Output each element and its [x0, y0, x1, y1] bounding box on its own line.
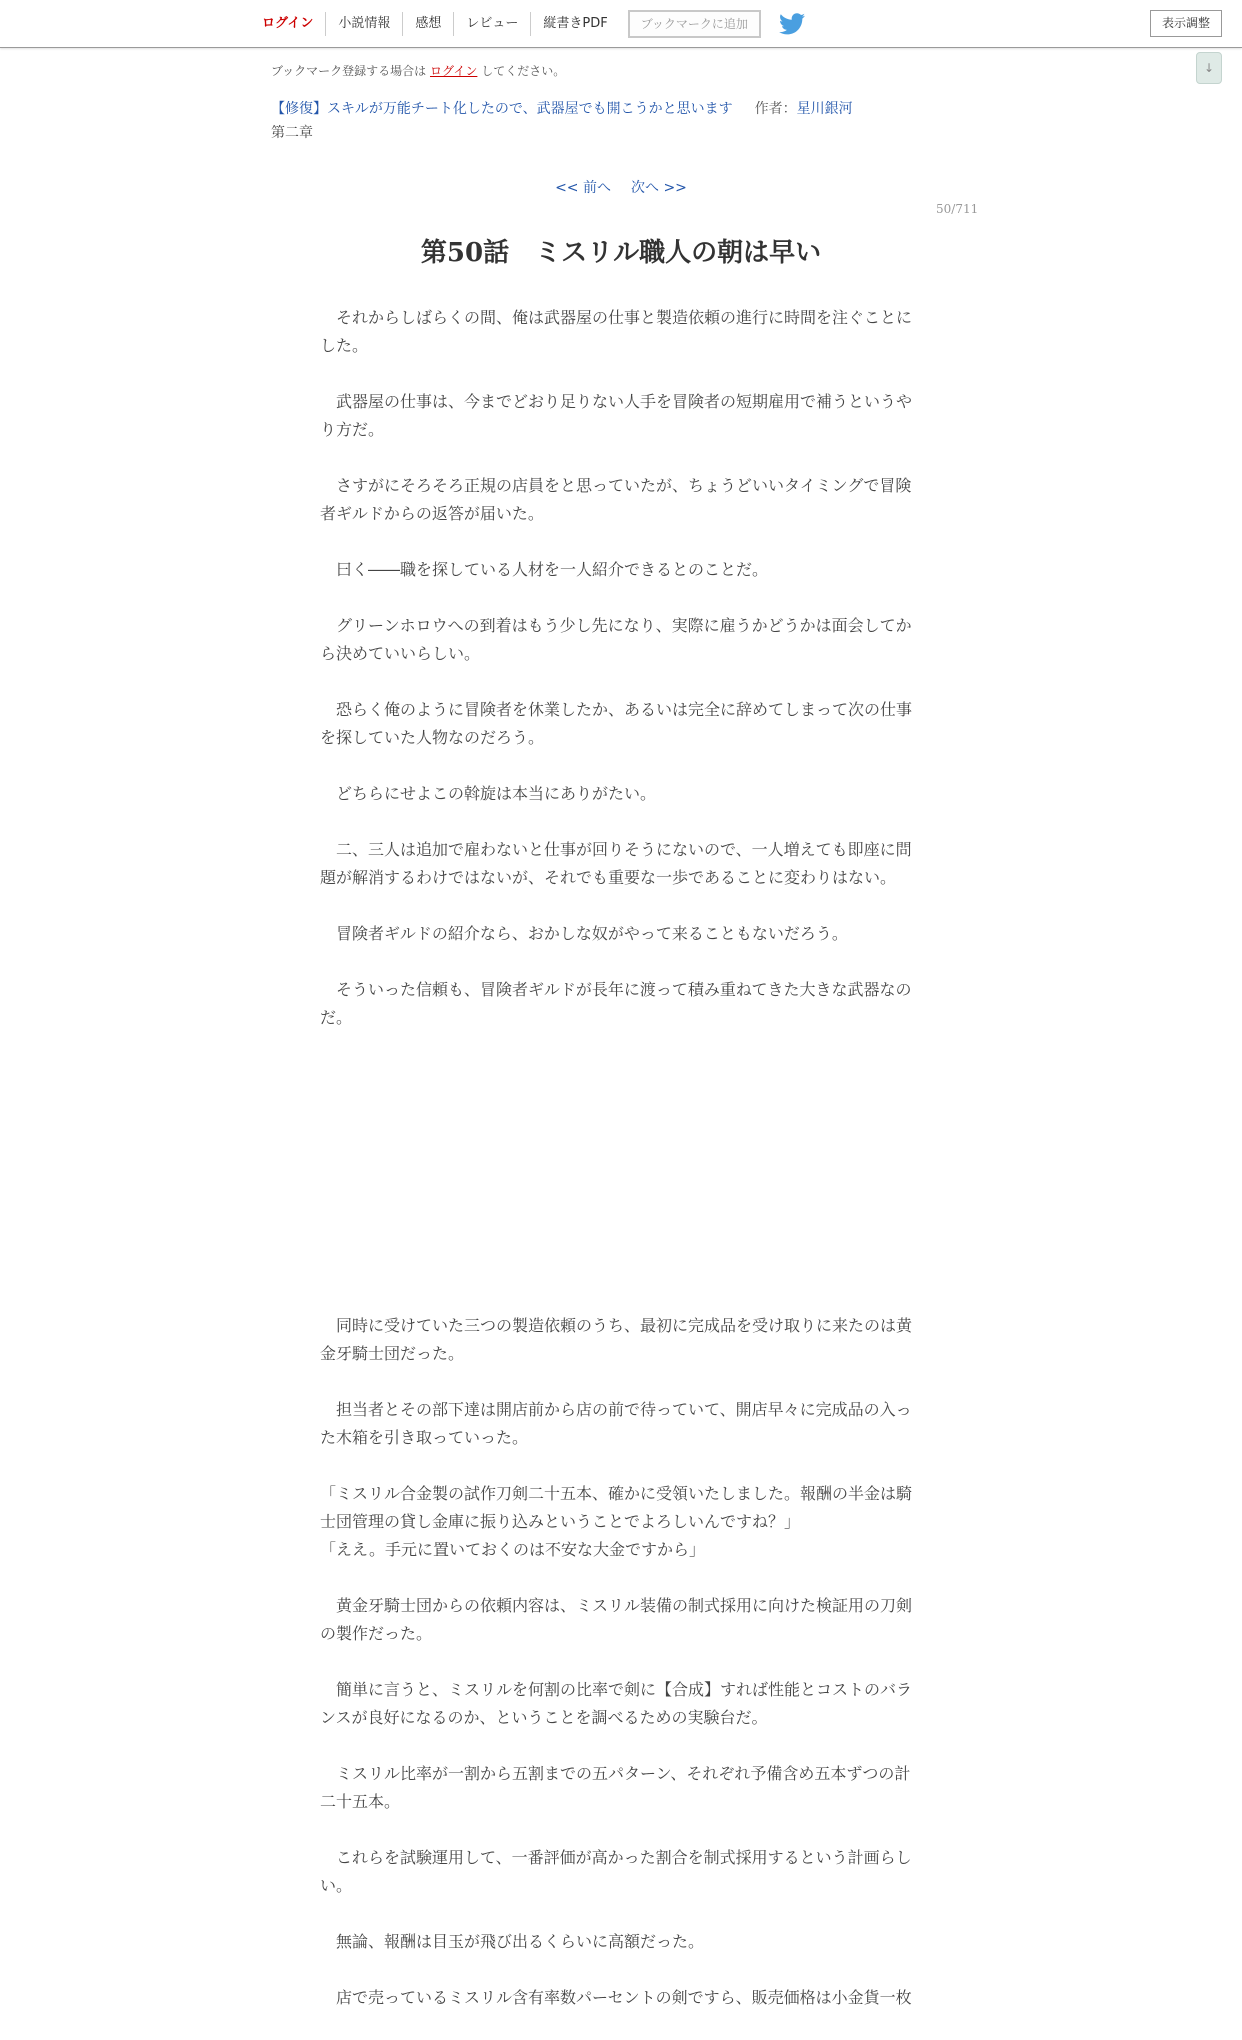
chapter-name: 第二章 [271, 125, 313, 141]
body-paragraph: 武器屋の仕事は、今までどおり足りない人手を冒険者の短期雇用で補うというやり方だ。 [320, 392, 913, 439]
bookmark-note-text-after: してください。 [477, 64, 566, 78]
body-paragraph: グリーンホロウへの到着はもう少し先になり、実際に雇うかどうかは面会してから決めていいらしい。 [320, 616, 912, 663]
body-paragraph: これらを試験運用して、一番評価が高かった割合を制式採用するという計画らしい。 [320, 1848, 912, 1895]
nav-login-link[interactable]: ログイン [252, 12, 326, 36]
body-paragraph: さすがにそろそろ正規の店員をと思っていたが、ちょうどいいタイミングで冒険者ギルドからの返答が届いた。 [320, 476, 912, 523]
body-paragraph: 店で売っているミスリル含有率数パーセントの剣ですら、販売価格は小金貨一枚 [336, 1988, 912, 2007]
bookmark-note-text-before: ブックマーク登録する場合は [271, 64, 430, 78]
display-adjust-button[interactable]: 表示調整 [1150, 10, 1222, 37]
episode-pager [0, 177, 1242, 197]
author-name-link[interactable]: 星川銀河 [796, 101, 853, 117]
twitter-bird-icon[interactable] [779, 13, 805, 35]
nav-impressions-link[interactable]: 感想 [403, 12, 454, 36]
body-paragraph: 冒険者ギルドの紹介なら、おかしな奴がやって来ることもないだろう。 [336, 924, 848, 943]
episode-title: 第50話 ミスリル職人の朝は早い [420, 238, 822, 268]
page-number: 50/711 [936, 202, 979, 216]
novel-body-part-2 [320, 1312, 914, 2040]
body-paragraph: 同時に受けていた三つの製造依頼のうち、最初に完成品を受け取りに来たのは黄金牙騎士団だった。 [320, 1316, 913, 1363]
body-paragraph: 恐らく俺のように冒険者を休業したか、あるいは完全に辞めてしまって次の仕事を探していた人物なのだろう。 [320, 700, 913, 747]
body-paragraph: そういった信頼も、冒険者ギルドが長年に渡って積み重ねてきた大きな武器なのだ。 [320, 980, 912, 1027]
body-paragraph: 無論、報酬は目玉が飛び出るくらいに高額だった。 [336, 1932, 705, 1951]
prev-episode-link[interactable]: << 前へ [555, 180, 611, 196]
body-paragraph: 二、三人は追加で雇わないと仕事が回りそうにないので、一人増えても即座に問題が解消するわけではないが、それでも重要な一歩であることに変わりはない。 [320, 840, 912, 887]
nav-vertical-pdf-link[interactable]: 縦書きPDF [543, 15, 608, 31]
next-episode-link[interactable]: 次へ >> [631, 180, 687, 196]
nav-menu [252, 0, 805, 47]
body-paragraph: どちらにせよこの斡旋は本当にありがたい。 [336, 784, 657, 803]
nav-review-link[interactable]: レビュー [454, 12, 531, 36]
scroll-down-button[interactable]: ↓ [1196, 52, 1222, 84]
body-paragraph: 簡単に言うと、ミスリルを何割の比率で剣に【合成】すれば性能とコストのバランスが良好になるのか、ということを調べるための実験台だ。 [320, 1680, 913, 1727]
series-title-link[interactable]: 【修復】スキルが万能チート化したので、武器屋でも開こうかと思います [271, 101, 733, 117]
author-label: 作者： [754, 101, 797, 117]
body-paragraph: それからしばらくの間、俺は武器屋の仕事と製造依頼の進行に時間を注ぐことにした。 [320, 308, 913, 355]
body-paragraph: 黄金牙騎士団からの依頼内容は、ミスリル装備の制式採用に向けた検証用の刀剣の製作だった。 [320, 1596, 913, 1643]
nav-novel-info-link[interactable]: 小説情報 [326, 12, 403, 36]
dialogue-line: 「ミスリル合金製の試作刀剣二十五本、確かに受領いたしました。報酬の半金は騎士団管理の貸し金庫に振り込みということでよろしいんですね？」 [320, 1484, 913, 1531]
bookmark-login-link[interactable]: ログイン [429, 64, 478, 78]
body-paragraph: ミスリル比率が一割から五割までの五パターン、それぞれ予備含め五本ずつの計二十五本。 [320, 1764, 911, 1811]
add-bookmark-button[interactable]: ブックマークに追加 [628, 10, 761, 38]
bookmark-login-note [271, 62, 565, 79]
novel-body-part-1 [320, 304, 914, 1060]
body-paragraph: 担当者とその部下達は開店前から店の前で待っていて、開店早々に完成品の入った木箱を引き取っていった。 [320, 1400, 912, 1447]
top-navigation-bar [0, 0, 1242, 48]
body-paragraph: 曰く――職を探している人材を一人紹介できるとのことだ。 [336, 560, 769, 579]
dialogue-line: 「ええ。手元に置いておくのは不安な大金ですから」 [320, 1540, 705, 1559]
series-info [271, 98, 853, 118]
